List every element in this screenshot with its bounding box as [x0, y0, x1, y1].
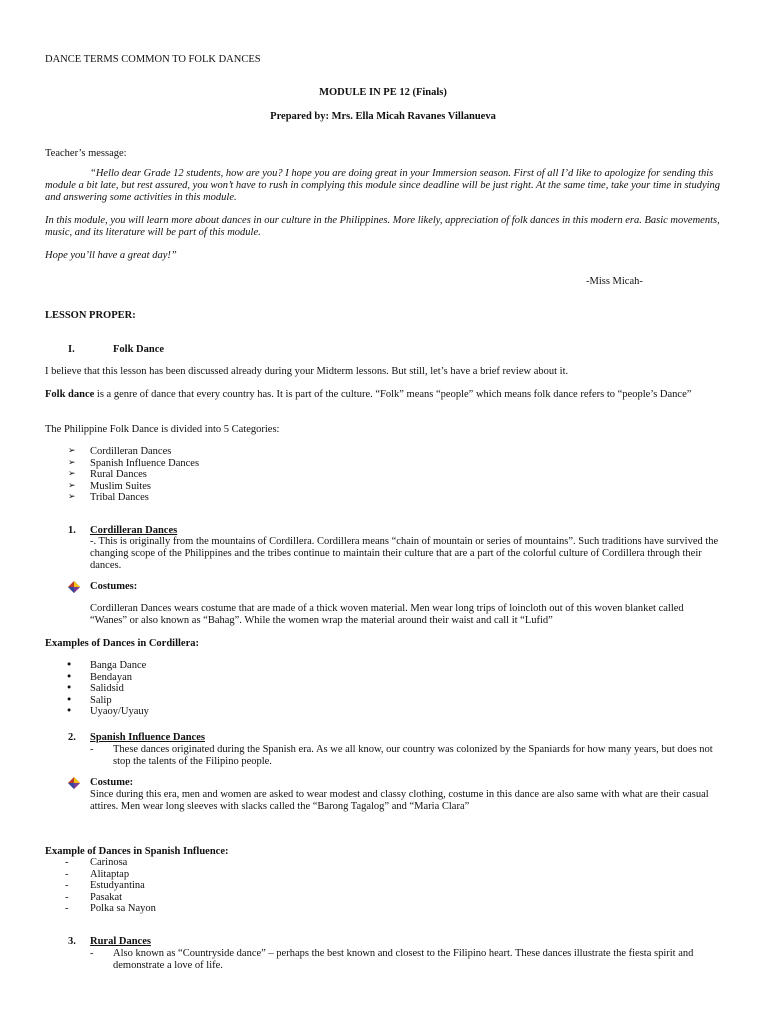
categories-intro: The Philippine Folk Dance is divided into 5 Categories: [45, 424, 280, 435]
list-item: • Salip [90, 695, 149, 707]
section-3-number: 3. [68, 936, 76, 947]
section-2-body: These dances originated during the Spanish era. As we all know, our country was colonized by the Spaniards for how many years, but does not stop the talents of the Filipino people. [113, 744, 713, 767]
section-3-dash: - [90, 948, 94, 959]
prepared-by: Prepared by: Mrs. Ella Micah Ravanes Villanueva [270, 111, 496, 122]
message-signature: -Miss Micah- [586, 276, 643, 287]
lesson-heading: LESSON PROPER: [45, 310, 136, 321]
section-2-examples-list [90, 857, 156, 915]
list-item: • Salidsid [90, 683, 149, 695]
section-2-dash: - [90, 744, 94, 755]
definition-term: Folk dance [45, 389, 95, 400]
list-item: • Bendayan [90, 672, 149, 684]
section-2-costume-label: Costume: [90, 777, 134, 788]
section-1-examples-label: Examples of Dances in Cordillera: [45, 638, 199, 649]
list-item: - Estudyantina [90, 880, 156, 892]
section-1-costume-label: Costumes: [90, 581, 138, 592]
message-label: Teacher’s message: [45, 148, 127, 159]
list-item: • Banga Dance [90, 660, 149, 672]
list-item: • Uyaoy/Uyauy [90, 706, 149, 718]
definition-text: is a genre of dance that every country has. It is part of the culture. “Folk” means “people” which means folk dance refers to “people’s Dance” [94, 389, 692, 400]
list-item: ➢ Tribal Dances [90, 492, 199, 504]
list-item: - Carinosa [90, 857, 156, 869]
section-1-examples-list [90, 660, 149, 718]
module-title: MODULE IN PE 12 (Finals) [319, 87, 447, 98]
document-top-title: DANCE TERMS COMMON TO FOLK DANCES [45, 54, 261, 65]
section-1-costume-body: Cordilleran Dances wears costume that are made of a thick woven material. Men wear long trips of loincloth out of this woven blanket called “Wanes” or also known as “Bahag”. While the women wrap the material around their waist and call it “Lufid” [90, 603, 684, 626]
roman-numeral: I. [68, 344, 75, 355]
section-2-costume-body: Since during this era, men and women are asked to wear modest and classy clothing, costume in this dance are also same with what are their casual attires. Men wear long sleeves with slacks called the “Barong Tagalog” and “Maria Clara” [90, 789, 709, 812]
section-1-title: Cordilleran Dances [90, 525, 178, 536]
roman-title: Folk Dance [113, 344, 165, 355]
list-item: - Pasakat [90, 892, 156, 904]
section-2-number: 2. [68, 732, 76, 743]
list-item: ➢ Spanish Influence Dances [90, 458, 199, 470]
list-item: ➢ Rural Dances [90, 469, 199, 481]
message-paragraph-1: “Hello dear Grade 12 students, how are you? I hope you are doing great in your Immersion season. First of all I’d like to apologize for sending this module a bit late, but rest assured, you won’t have to rush in complying this module since deadline will be just right. At the same time, take your time in studying and answering some activities in this module. [45, 168, 721, 203]
list-item: ➢ Cordilleran Dances [90, 446, 199, 458]
message-paragraph-2: In this module, you will learn more about dances in our culture in the Philippines. More likely, appreciation of folk dances in this modern era. Basic movements, music, and its literature will be part of this module. [45, 215, 720, 238]
list-item: ➢ Muslim Suites [90, 481, 199, 493]
folk-dance-definition [45, 389, 721, 401]
diamond-bullet-icon [68, 581, 80, 593]
diamond-bullet-icon [68, 777, 80, 789]
section-2-title: Spanish Influence Dances [90, 732, 205, 743]
message-paragraph-3: Hope you’ll have a great day!” [45, 250, 177, 261]
section-2-examples-label: Example of Dances in Spanish Influence: [45, 846, 229, 857]
lesson-intro: I believe that this lesson has been discussed already during your Midterm lessons. But still, let’s have a brief review about it. [45, 366, 569, 377]
section-3-title: Rural Dances [90, 936, 151, 947]
section-1-number: 1. [68, 525, 76, 536]
list-item: - Alitaptap [90, 869, 156, 881]
section-1-body: -. This is originally from the mountains of Cordillera. Cordillera means “chain of mountain or series of mountains”. Such traditions have survived the changing scope of the Philippines and the tribes continue to maintain their culture that are a part of the colorful culture of Cordillera through their dances. [90, 536, 719, 571]
list-item: - Polka sa Nayon [90, 903, 156, 915]
categories-list [90, 446, 199, 504]
section-3-body: Also known as “Countryside dance” – perhaps the best known and closest to the Filipino heart. These dances illustrate the fiesta spirit and demonstrate a love of life. [113, 948, 694, 971]
